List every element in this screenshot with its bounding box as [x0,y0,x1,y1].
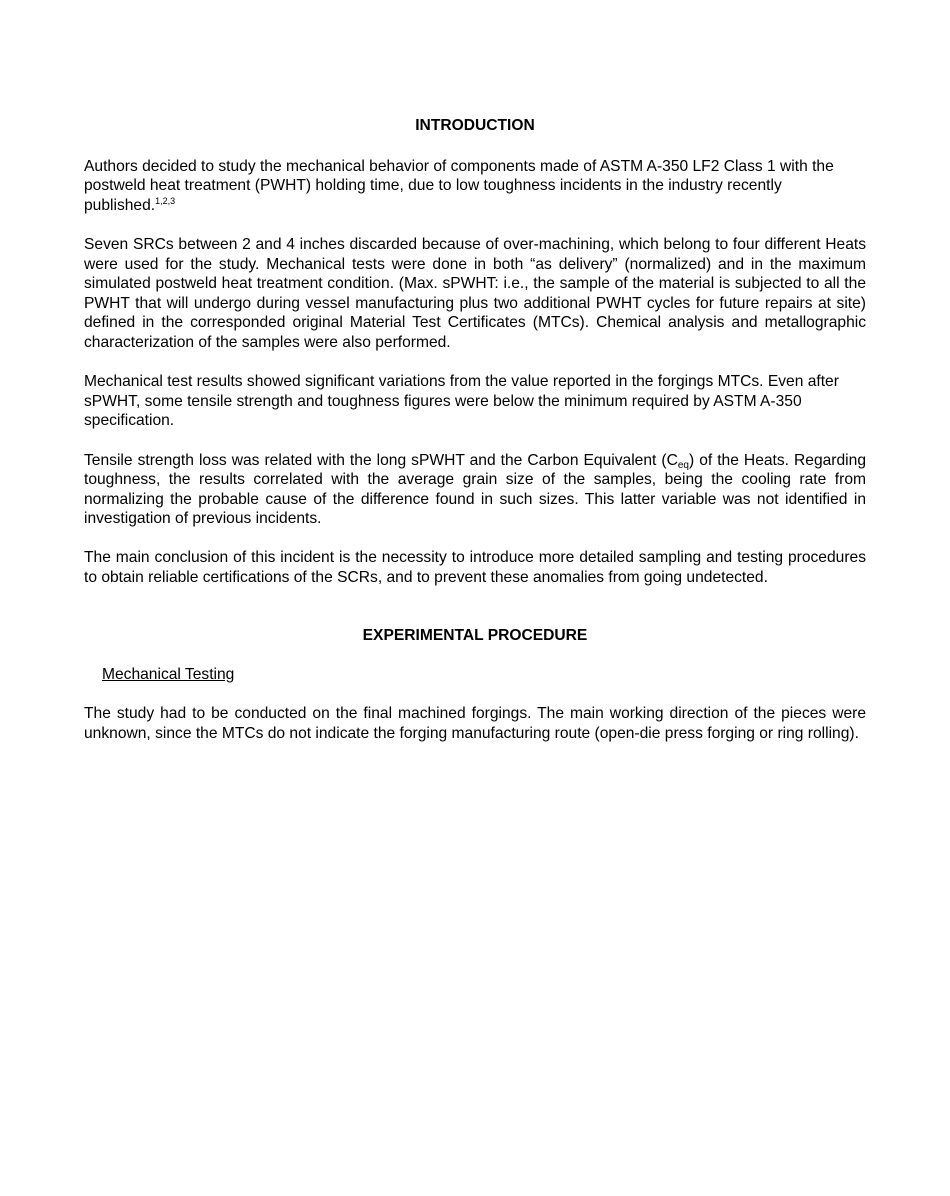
intro-paragraph-2: Seven SRCs between 2 and 4 inches discarded because of over-machining, which belong to four different Heats were used for the study. Mechanical tests were done in both “as delivery” (normalized) and in the maximum simulated postweld heat treatment condition. (Max. sPWHT: i.e., the sample of the material is subjected to all the PWHT that will undergo during vessel manufacturing plus two additional PWHT cycles for future repairs at site) defined in the corresponded original Material Test Certificates (MTCs). Chemical analysis and metallographic characterization of the samples were also performed. [84,235,866,351]
intro-paragraph-1 [84,157,866,216]
intro-paragraph-4-before: Tensile strength loss was related with the long sPWHT and the Carbon Equivalent (C [84,451,678,469]
ceq-subscript: eq [677,459,689,471]
intro-paragraph-1-text: Authors decided to study the mechanical behavior of components made of ASTM A-350 LF2 Class 1 with the postweld heat treatment (PWHT) holding time, due to low toughness incidents in the industry recently published. [84,157,834,214]
mechanical-testing-subheading: Mechanical Testing [102,665,235,683]
intro-paragraph-4 [84,451,866,529]
intro-paragraph-5: The main conclusion of this incident is the necessity to introduce more detailed sampling and testing procedures to obtain reliable certifications of the SCRs, and to prevent these anomalies from going undetected. [84,549,866,587]
experimental-paragraph-1: The study had to be conducted on the final machined forgings. The main working direction of the pieces were unknown, since the MTCs do not indicate the forging manufacturing route (open-die press forging or ring rolling). [84,705,866,742]
experimental-procedure-heading: EXPERIMENTAL PROCEDURE [362,626,588,644]
intro-paragraph-4-after: ) of the Heats. Regarding toughness, the results correlated with the average grain size of the samples, being the cooling rate from normalizing the probable cause of the difference found in such sizes. This latter variable was not identified in investigation of previous incidents. [84,451,866,528]
citation-superscript: 1,2,3 [155,195,176,206]
document-page [84,116,866,743]
introduction-heading: INTRODUCTION [415,117,535,134]
intro-paragraph-3: Mechanical test results showed significant variations from the value reported in the forgings MTCs. Even after sPWHT, some tensile strength and toughness figures were below the minimum required by ASTM A-350 specification. [84,373,839,430]
